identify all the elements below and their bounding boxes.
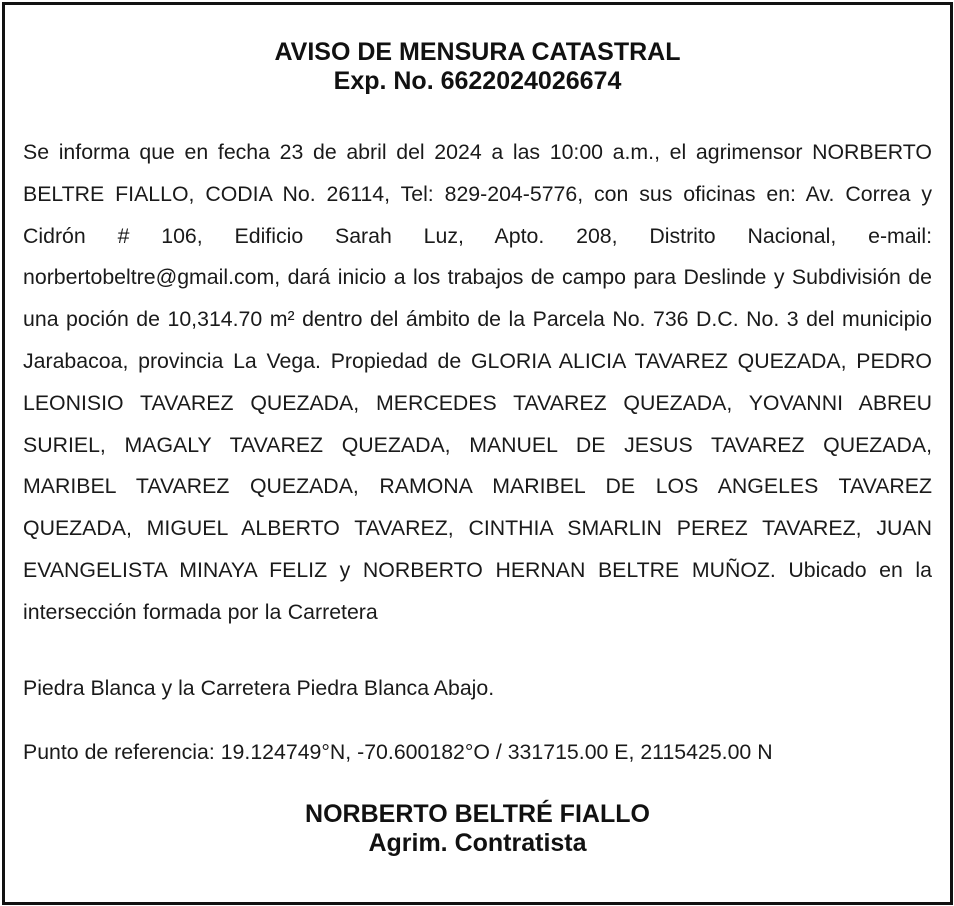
notice-title: AVISO DE MENSURA CATASTRAL [274,38,681,66]
notice-body-ending: Piedra Blanca y la Carretera Piedra Blanca Abajo. [23,676,495,700]
signature-block [5,800,950,858]
notice-body: Se informa que en fecha 23 de abril del 2024 a las 10:00 a.m., el agrimensor NORBERTO BELTRE FIALLO, CODIA No. 26114, Tel: 829-204-5776, con sus oficinas en: Av. Correa y Cidrón # 106, Edificio Sarah Luz, Apto. 208, Distrito Nacional, e-mail: norbertobeltre@gmail.com, dará inicio a los trabajos de campo para Deslinde y Subdivisión de una poción de 10,314.70 m² dentro del ámbito de la Parcela No. 736 D.C. No. 3 del municipio Jarabacoa, provincia La Vega. Propiedad de GLORIA ALICIA TAVAREZ QUEZADA, PEDRO LEONISIO TAVAREZ QUEZADA, MERCEDES TAVAREZ QUEZADA, YOVANNI ABREU SURIEL, MAGALY TAVAREZ QUEZADA, MANUEL DE JESUS TAVAREZ QUEZADA, MARIBEL TAVAREZ QUEZADA, RAMONA MARIBEL DE LOS ANGELES TAVAREZ QUEZADA, MIGUEL ALBERTO TAVAREZ, CINTHIA SMARLIN PEREZ TAVAREZ, JUAN EVANGELISTA MINAYA FELIZ y NORBERTO HERNAN BELTRE MUÑOZ. Ubicado en la intersección formada por la Carretera [23,140,932,624]
reference-point: Punto de referencia: 19.124749°N, -70.600182°O / 331715.00 E, 2115425.00 N [23,740,773,764]
signer-role: Agrim. Contratista [368,829,587,857]
signer-name: NORBERTO BELTRÉ FIALLO [305,800,650,828]
notice-frame [2,2,953,905]
expediente-number: Exp. No. 6622024026674 [333,67,622,95]
notice-header [5,38,950,96]
